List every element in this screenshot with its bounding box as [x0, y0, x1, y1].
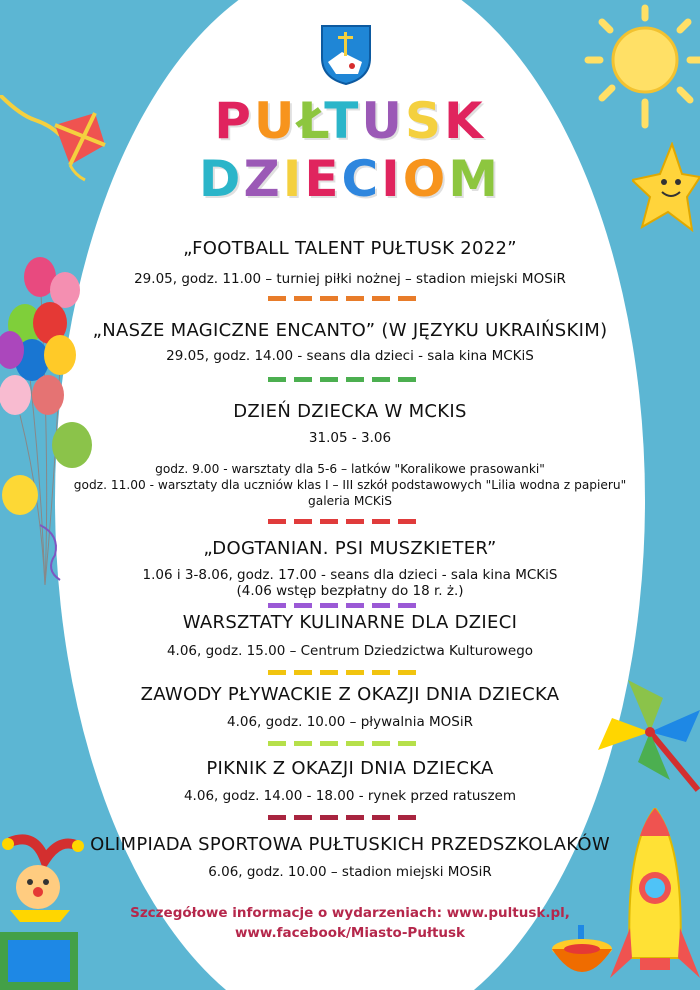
footer-line-1: Szczegółowe informacje o wydarzeniach: www.pultusk.pl,	[130, 905, 570, 921]
divider-dash	[372, 296, 390, 301]
divider-dash	[294, 815, 312, 820]
event-3-dates: 31.05 - 3.06	[308, 430, 392, 446]
divider-dash	[294, 296, 312, 301]
event-3-workshop-1: godz. 9.00 - warsztaty dla 5-6 – latków "Koralikowe prasowanki"	[155, 462, 545, 476]
event-3-location: galeria MCKiS	[308, 494, 392, 508]
event-2-detail: 29.05, godz. 14.00 - seans dla dzieci - sala kina MCKiS	[166, 348, 534, 364]
divider-dash	[372, 603, 390, 608]
divider-dash	[372, 741, 390, 746]
divider-dash	[398, 670, 416, 675]
event-1-detail: 29.05, godz. 11.00 – turniej piłki nożnej – stadion miejski MOSiR	[134, 271, 566, 287]
divider-4	[268, 603, 416, 608]
divider-dash	[268, 519, 286, 524]
event-3-title: DZIEŃ DZIECKA W MCKIS	[233, 401, 467, 422]
city-crest-icon	[318, 22, 374, 86]
divider-dash	[268, 815, 286, 820]
title-letter: D	[198, 150, 244, 208]
divider-2	[268, 377, 416, 382]
title-letter: S	[405, 92, 445, 150]
divider-dash	[268, 603, 286, 608]
title-line-2	[0, 150, 700, 208]
divider-3	[268, 519, 416, 524]
title-letter: I	[282, 150, 305, 208]
divider-dash	[320, 670, 338, 675]
divider-dash	[320, 603, 338, 608]
event-8-title: OLIMPIADA SPORTOWA PUŁTUSKICH PRZEDSZKOLAKÓW	[90, 834, 610, 855]
divider-dash	[346, 296, 364, 301]
divider-dash	[372, 670, 390, 675]
divider-dash	[398, 377, 416, 382]
divider-dash	[320, 815, 338, 820]
title-letter: Ł	[297, 92, 325, 150]
event-4-note: (4.06 wstęp bezpłatny do 18 r. ż.)	[236, 583, 464, 599]
title-letter: T	[324, 92, 362, 150]
divider-dash	[398, 296, 416, 301]
divider-dash	[320, 377, 338, 382]
divider-dash	[294, 377, 312, 382]
divider-1	[268, 296, 416, 301]
title-letter: M	[448, 150, 502, 208]
divider-dash	[320, 741, 338, 746]
title-letter: U	[253, 92, 298, 150]
divider-6	[268, 741, 416, 746]
divider-dash	[268, 670, 286, 675]
title-line-1	[0, 92, 700, 150]
title-letter: I	[381, 150, 403, 208]
title-letter: U	[361, 92, 406, 150]
footer-link-facebook[interactable]: www.facebook/Miasto-Pułtusk	[234, 925, 466, 941]
event-3-workshop-2: godz. 11.00 - warsztaty dla uczniów klas I – III szkół podstawowych "Lilia wodna z papieru"	[73, 478, 627, 492]
event-5-title: WARSZTATY KULINARNE DLA DZIECI	[182, 612, 518, 633]
divider-dash	[294, 603, 312, 608]
divider-dash	[372, 815, 390, 820]
divider-dash	[294, 519, 312, 524]
divider-5	[268, 670, 416, 675]
divider-dash	[372, 377, 390, 382]
divider-dash	[346, 603, 364, 608]
divider-dash	[320, 296, 338, 301]
title-letter: Z	[243, 150, 283, 208]
event-7-detail: 4.06, godz. 14.00 - 18.00 - rynek przed ratuszem	[183, 788, 517, 804]
divider-dash	[346, 815, 364, 820]
divider-dash	[346, 519, 364, 524]
title-letter: E	[304, 150, 342, 208]
divider-dash	[372, 519, 390, 524]
event-7-title: PIKNIK Z OKAZJI DNIA DZIECKA	[206, 758, 494, 779]
divider-dash	[268, 377, 286, 382]
divider-dash	[398, 815, 416, 820]
event-4-detail: 1.06 i 3-8.06, godz. 17.00 - seans dla dzieci - sala kina MCKiS	[142, 567, 558, 583]
event-5-detail: 4.06, godz. 15.00 – Centrum Dziedzictwa Kulturowego	[166, 643, 534, 659]
title-letter: C	[341, 150, 382, 208]
divider-7	[268, 815, 416, 820]
title-letter: K	[444, 92, 486, 150]
divider-dash	[294, 670, 312, 675]
divider-dash	[268, 741, 286, 746]
divider-dash	[398, 519, 416, 524]
divider-dash	[294, 741, 312, 746]
divider-dash	[320, 519, 338, 524]
event-6-title: ZAWODY PŁYWACKIE Z OKAZJI DNIA DZIECKA	[140, 684, 560, 705]
divider-dash	[268, 296, 286, 301]
title-letter: P	[214, 92, 254, 150]
event-4-title: „DOGTANIAN. PSI MUSZKIETER”	[203, 538, 497, 559]
title-letter: O	[402, 150, 449, 208]
event-2-title: „NASZE MAGICZNE ENCANTO” (W JĘZYKU UKRAIŃSKIM)	[92, 320, 608, 341]
divider-dash	[346, 741, 364, 746]
divider-dash	[398, 741, 416, 746]
footer	[60, 903, 640, 943]
event-1-title: „FOOTBALL TALENT PUŁTUSK 2022”	[183, 238, 517, 259]
divider-dash	[346, 377, 364, 382]
divider-dash	[346, 670, 364, 675]
event-6-detail: 4.06, godz. 10.00 – pływalnia MOSiR	[227, 714, 473, 730]
event-8-detail: 6.06, godz. 10.00 – stadion miejski MOSiR	[208, 864, 492, 880]
divider-dash	[398, 603, 416, 608]
